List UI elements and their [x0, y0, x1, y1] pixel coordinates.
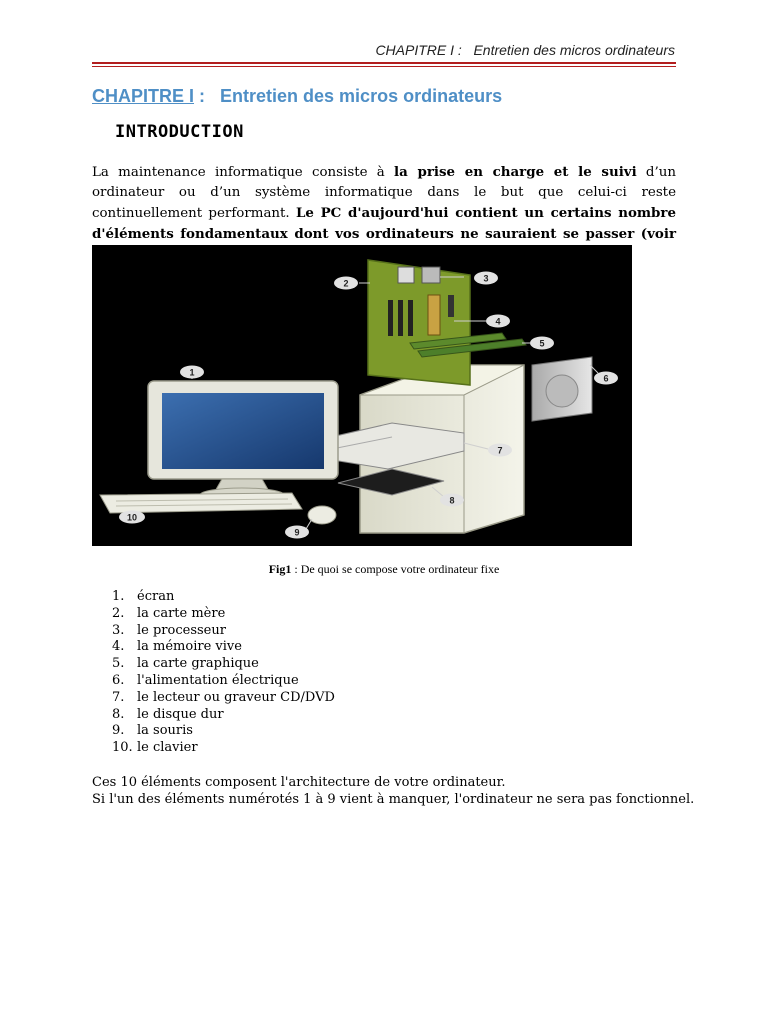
processor [422, 267, 440, 283]
list-item: 6. l'alimentation électrique [112, 672, 299, 688]
callout-2 [334, 277, 358, 290]
section-heading: INTRODUCTION [115, 122, 244, 142]
svg-text:10: 10 [126, 512, 138, 523]
svg-text:8: 8 [449, 495, 455, 506]
svg-text:3: 3 [483, 273, 489, 284]
closing-line-1: Ces 10 éléments composent l'architecture de votre ordinateur. [92, 775, 506, 790]
callout-8 [440, 494, 464, 507]
keyboard [100, 493, 302, 513]
svg-text:4: 4 [495, 316, 501, 327]
callout-4 [486, 315, 510, 328]
svg-text:2: 2 [343, 278, 349, 289]
svg-text:9: 9 [294, 527, 300, 538]
list-item: 3. le processeur [112, 622, 226, 638]
list-item: 1. écran [112, 589, 175, 604]
list-item: 9. la souris [112, 723, 193, 739]
computer-parts-illustration [92, 245, 632, 546]
computer-parts-figure [92, 245, 632, 546]
callout-1 [180, 366, 204, 379]
callout-6 [594, 372, 618, 385]
list-item: 4. la mémoire vive [112, 639, 242, 655]
parts-list [112, 589, 335, 757]
cpu-socket [398, 267, 414, 283]
motherboard [368, 260, 470, 385]
mouse [308, 506, 336, 524]
header-rule-bottom [92, 66, 676, 67]
list-item: 5. la carte graphique [112, 656, 259, 672]
svg-text:1: 1 [189, 367, 195, 378]
svg-text:5: 5 [539, 338, 545, 349]
chapter-separator: : [194, 86, 221, 106]
list-item: 10. le clavier [112, 740, 198, 756]
chapter-number: CHAPITRE I [92, 86, 195, 106]
list-item: 8. le disque dur [112, 706, 224, 722]
header-rule-top [92, 62, 676, 64]
list-item: 7. le lecteur ou graveur CD/DVD [112, 689, 335, 705]
closing-line-2: Si l'un des éléments numérotés 1 à 9 vient à manquer, l'ordinateur ne sera pas fonctionnel. [92, 792, 695, 807]
caption-label: Fig1 [268, 562, 292, 576]
callout-9 [285, 526, 309, 539]
running-header: CHAPITRE I : Entretien des micros ordinateurs [375, 42, 675, 58]
chapter-title [92, 86, 502, 107]
intro-bold-2: Le PC d'aujourd'hui contient un certains nombre d'éléments fondamentaux dont vos ordinateurs ne sauraient se passer (voir [92, 205, 676, 242]
callout-5 [530, 337, 554, 350]
closing-paragraph [92, 774, 694, 808]
callout-10 [119, 511, 145, 524]
intro-bold-1: la prise en charge et le suivi [394, 164, 637, 180]
caption-text: : De quoi se compose votre ordinateur fixe [291, 562, 500, 576]
monitor-screen [162, 393, 324, 469]
svg-text:6: 6 [603, 373, 609, 384]
figure-caption [0, 562, 768, 577]
list-item: 2. la carte mère [112, 605, 226, 621]
intro-text-2: d’un ordinateur ou d’un système informatique dans le but que celui-ci reste continuellement performant. [92, 165, 676, 221]
svg-text:7: 7 [497, 445, 503, 456]
chapter-name: Entretien des micros ordinateurs [220, 86, 503, 106]
intro-text-1: La maintenance informatique consiste à [92, 165, 395, 180]
callout-3 [474, 272, 498, 285]
callout-7 [488, 444, 512, 457]
